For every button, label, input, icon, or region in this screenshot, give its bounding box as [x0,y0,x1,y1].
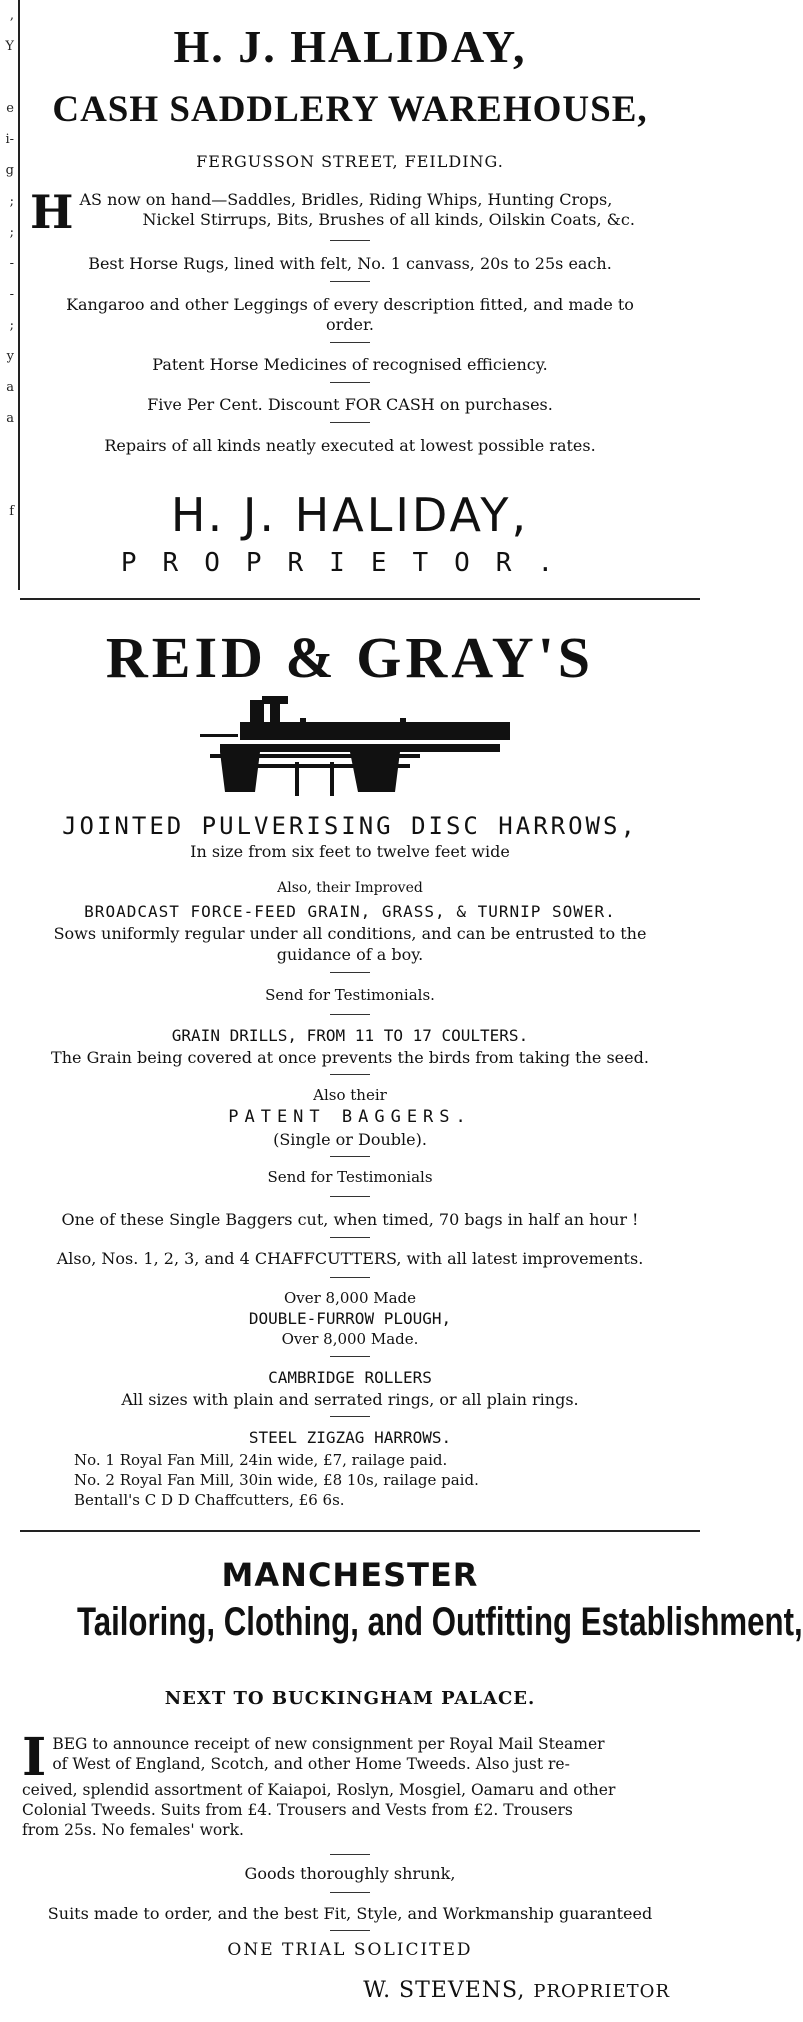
divider [330,240,370,241]
also-improved: Also, their Improved [277,880,423,896]
body-line-5: from 25s. No females' work. [22,1821,244,1839]
harrows-size: In size from six feet to twelve feet wide [190,842,510,861]
divider [330,1854,370,1855]
manchester-location: NEXT TO BUCKINGHAM PALACE. [164,1688,536,1709]
margin-fragment: ; [9,194,14,209]
haliday-rugs: Best Horse Rugs, lined with felt, No. 1 canvass, 20s to 25s each. [88,254,612,273]
fan-mill-list [74,1450,479,1510]
signature-name: W. STEVENS, [363,1978,526,2003]
reid-gray-title: REID & GRAY'S [105,625,595,690]
divider [330,382,370,383]
margin-fragment: a [6,411,14,426]
margin-fragment: ; [9,318,14,333]
margin-fragment: - [9,287,14,302]
testimonials-1: Send for Testimonials. [265,986,435,1004]
divider [330,1892,370,1893]
drop-cap-h: H [30,185,74,239]
signature-title: PROPRIETOR [533,1981,670,2002]
haliday-title: H. J. HALIDAY, [173,21,527,72]
manchester-signature [0,1978,670,2003]
haliday-subtitle: CASH SADDLERY WAREHOUSE, [52,89,648,130]
section-rule [20,1530,700,1532]
margin-fragment: g [5,163,14,178]
over-made-2: Over 8,000 Made. [281,1330,419,1348]
manchester-body [22,1727,692,1840]
divider [330,422,370,423]
haliday-leggings-2: order. [326,315,374,334]
drills-heading: GRAIN DRILLS, FROM 11 TO 17 COULTERS. [171,1026,529,1045]
bentall-chaffcutters: Bentall's C D D Chaffcutters, £6 6s. [74,1491,345,1509]
disc-harrows-heading: JOINTED PULVERISING DISC HARROWS, [62,812,638,840]
body-line-3: ceived, splendid assortment of Kaiapoi, Roslyn, Mosgiel, Oamaru and other [22,1781,616,1799]
margin-fragment: a [6,380,14,395]
divider [330,1930,370,1931]
also-their: Also their [313,1086,387,1104]
over-made-1: Over 8,000 Made [283,1289,417,1307]
intro-line-1: AS now on hand—Saddles, Bridles, Riding Whips, Hunting Crops, [79,190,613,209]
divider [330,1356,370,1357]
divider [330,1156,370,1157]
divider [330,1074,370,1075]
margin-fragment: , [9,8,14,23]
divider [330,1196,370,1197]
haliday-leggings-1: Kangaroo and other Leggings of every description fitted, and made to [66,295,634,314]
divider [330,1277,370,1278]
body-line-2: of West of England, Scotch, and other Home Tweeds. Also just re- [52,1755,570,1773]
zigzag-heading: STEEL ZIGZAG HARROWS. [248,1428,452,1447]
margin-fragment: Y [5,39,14,54]
haliday-medicines: Patent Horse Medicines of recognised efficiency. [152,355,548,374]
margin-fragment: ; [9,225,14,240]
margin-fragment: i- [5,132,14,147]
sower-heading: BROADCAST FORCE-FEED GRAIN, GRASS, & TURNIP SOWER. [84,902,616,921]
disc-harrow-illustration [200,692,520,802]
manchester-subtitle: Tailoring, Clothing, and Outfitting Establishment, [77,1600,803,1644]
margin-fragment: y [6,349,14,364]
sower-desc-2: guidance of a boy. [276,945,424,964]
haliday-repairs: Repairs of all kinds neatly executed at lowest possible rates. [104,436,596,455]
intro-line-2: Nickel Stirrups, Bits, Brushes of all kinds, Oilskin Coats, &c. [142,210,635,229]
margin-fragment: - [9,256,14,271]
haliday-discount: Five Per Cent. Discount FOR CASH on purchases. [147,395,553,414]
baggers-heading: PATENT BAGGERS. [228,1107,472,1127]
divider [330,342,370,343]
plough-heading: DOUBLE-FURROW PLOUGH, [248,1309,452,1328]
rollers-desc: All sizes with plain and serrated rings, or all plain rings. [121,1390,579,1409]
divider [330,1237,370,1238]
body-line-4: Colonial Tweeds. Suits from £4. Trousers and Vests from £2. Trousers [22,1801,573,1819]
fan-mill-1: No. 1 Royal Fan Mill, 24in wide, £7, railage paid. [74,1451,448,1469]
guarantee: Suits made to order, and the best Fit, Style, and Workmanship guaranteed [47,1904,653,1923]
manchester-title: MANCHESTER [221,1556,479,1594]
rollers-heading: CAMBRIDGE ROLLERS [268,1368,432,1387]
body-line-1: BEG to announce receipt of new consignment per Royal Mail Steamer [52,1735,605,1753]
margin-fragment: f [9,504,14,519]
section-rule [20,598,700,600]
fan-mill-2: No. 2 Royal Fan Mill, 30in wide, £8 10s, railage paid. [74,1471,479,1489]
chaffcutters: Also, Nos. 1, 2, 3, and 4 CHAFFCUTTERS, with all latest improvements. [56,1249,644,1268]
baggers-type: (Single or Double). [273,1130,427,1149]
margin-fragment: e [6,101,14,116]
goods-shrunk: Goods thoroughly shrunk, [244,1864,456,1883]
haliday-address: FERGUSSON STREET, FEILDING. [196,152,504,171]
sower-desc-1: Sows uniformly regular under all conditions, and can be entrusted to the [53,924,647,943]
haliday-name: H. J. HALIDAY, [170,488,530,542]
haliday-proprietor: PROPRIETOR. [120,548,580,578]
divider [330,281,370,282]
divider [330,1014,370,1015]
drills-desc: The Grain being covered at once prevents the birds from taking the seed. [51,1048,649,1067]
trial-solicited: ONE TRIAL SOLICITED [227,1940,473,1960]
divider [330,972,370,973]
divider [330,1416,370,1417]
haliday-intro [30,185,698,239]
drop-cap-i: I [22,1727,47,1788]
testimonials-2: Send for Testimonials [267,1168,433,1186]
single-baggers: One of these Single Baggers cut, when timed, 70 bags in half an hour ! [61,1210,639,1229]
